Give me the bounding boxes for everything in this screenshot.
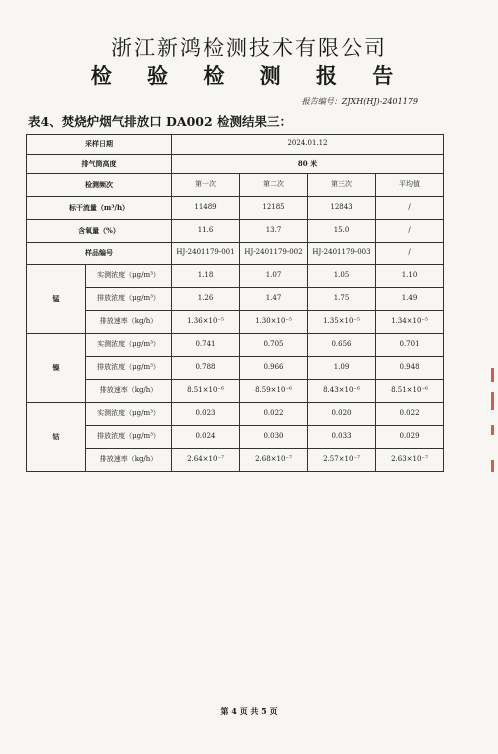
metric-label: 实测浓度（μg/m³）	[86, 402, 172, 425]
table-title: 表4、焚烧炉烟气排放口 DA002 检测结果三：	[28, 114, 293, 129]
sample-id-cell: HJ-2401179-002	[240, 243, 308, 265]
value-cell: 0.022	[376, 402, 444, 425]
oxygen-cell: /	[376, 220, 444, 243]
page-footer: 第 4 页 共 5 页	[220, 706, 278, 716]
table-row	[27, 379, 444, 402]
value-cell: 0.020	[308, 402, 376, 425]
sample-id-cell: HJ-2401179-003	[308, 243, 376, 265]
sample-id-cell: /	[376, 243, 444, 265]
sampling-date: 2024.01.12	[172, 135, 444, 155]
metric-label: 排放速率（kg/h）	[86, 310, 172, 333]
sample-id-cell: HJ-2401179-001	[172, 243, 240, 265]
table-row	[27, 356, 444, 379]
oxygen-cell: 13.7	[240, 220, 308, 243]
value-cell: 8.43×10⁻⁶	[308, 379, 376, 402]
value-cell: 1.35×10⁻⁵	[308, 310, 376, 333]
report-number: 报告编号：ZJXH(HJ)-2401179	[301, 97, 418, 106]
metric-label: 实测浓度（μg/m³）	[86, 333, 172, 356]
value-cell: 0.030	[240, 425, 308, 448]
table-row	[27, 333, 444, 356]
value-cell: 2.63×10⁻⁷	[376, 448, 444, 471]
value-cell: 0.705	[240, 333, 308, 356]
edge-stamp-mark	[491, 460, 494, 472]
frequency-cell: 平均值	[376, 174, 444, 197]
edge-stamp-mark	[491, 425, 494, 435]
value-cell: 1.18	[172, 264, 240, 287]
results-table	[26, 134, 444, 472]
value-cell: 1.34×10⁻⁵	[376, 310, 444, 333]
value-cell: 0.656	[308, 333, 376, 356]
value-cell: 1.36×10⁻⁵	[172, 310, 240, 333]
table-row	[27, 220, 444, 243]
sample-id-label: 样品编号	[27, 243, 172, 265]
oxygen-cell: 11.6	[172, 220, 240, 243]
table-row	[27, 425, 444, 448]
metric-label: 排放速率（kg/h）	[86, 448, 172, 471]
value-cell: 1.07	[240, 264, 308, 287]
value-cell: 0.023	[172, 402, 240, 425]
value-cell: 1.30×10⁻⁵	[240, 310, 308, 333]
value-cell: 1.75	[308, 287, 376, 310]
frequency-cell: 第二次	[240, 174, 308, 197]
flow-label: 标干流量（m³/h）	[27, 197, 172, 220]
metric-label: 排放速率（kg/h）	[86, 379, 172, 402]
table-row	[27, 243, 444, 265]
value-cell: 1.09	[308, 356, 376, 379]
value-cell: 8.59×10⁻⁶	[240, 379, 308, 402]
value-cell: 1.10	[376, 264, 444, 287]
value-cell: 1.05	[308, 264, 376, 287]
frequency-label: 检测频次	[27, 174, 172, 197]
value-cell: 2.57×10⁻⁷	[308, 448, 376, 471]
frequency-cell: 第三次	[308, 174, 376, 197]
metric-label: 排放浓度（μg/m³）	[86, 425, 172, 448]
edge-stamp-mark	[491, 392, 494, 410]
value-cell: 0.966	[240, 356, 308, 379]
flow-cell: 12843	[308, 197, 376, 220]
value-cell: 0.024	[172, 425, 240, 448]
value-cell: 2.64×10⁻⁷	[172, 448, 240, 471]
metric-label: 实测浓度（μg/m³）	[86, 264, 172, 287]
table-row	[27, 197, 444, 220]
flow-cell: 11489	[172, 197, 240, 220]
flow-cell: /	[376, 197, 444, 220]
value-cell: 0.741	[172, 333, 240, 356]
table-row	[27, 135, 444, 155]
value-cell: 0.701	[376, 333, 444, 356]
pollutant-name: 镍	[27, 333, 86, 402]
table-row	[27, 264, 444, 287]
company-name: 浙江新鸿检测技术有限公司	[111, 36, 387, 60]
pollutant-name: 钴	[27, 402, 86, 471]
oxygen-cell: 15.0	[308, 220, 376, 243]
edge-stamp-mark	[491, 368, 494, 382]
table-row	[27, 402, 444, 425]
table-row	[27, 310, 444, 333]
metric-label: 排放浓度（μg/m³）	[86, 287, 172, 310]
metric-label: 排放浓度（μg/m³）	[86, 356, 172, 379]
table-row	[27, 448, 444, 471]
value-cell: 0.788	[172, 356, 240, 379]
flow-cell: 12185	[240, 197, 308, 220]
value-cell: 8.51×10⁻⁶	[376, 379, 444, 402]
value-cell: 0.948	[376, 356, 444, 379]
value-cell: 0.029	[376, 425, 444, 448]
table-row	[27, 287, 444, 310]
stack-height: 80 米	[172, 154, 444, 174]
value-cell: 0.022	[240, 402, 308, 425]
value-cell: 1.47	[240, 287, 308, 310]
frequency-cell: 第一次	[172, 174, 240, 197]
stack-height-label: 排气筒高度	[27, 154, 172, 174]
report-title: 检 验 检 测 报 告	[90, 64, 408, 88]
pollutant-name: 锰	[27, 264, 86, 333]
value-cell: 8.51×10⁻⁶	[172, 379, 240, 402]
value-cell: 1.26	[172, 287, 240, 310]
value-cell: 0.033	[308, 425, 376, 448]
value-cell: 2.68×10⁻⁷	[240, 448, 308, 471]
value-cell: 1.49	[376, 287, 444, 310]
sampling-date-label: 采样日期	[27, 135, 172, 155]
table-row	[27, 154, 444, 174]
table-row	[27, 174, 444, 197]
oxygen-label: 含氧量（%）	[27, 220, 172, 243]
